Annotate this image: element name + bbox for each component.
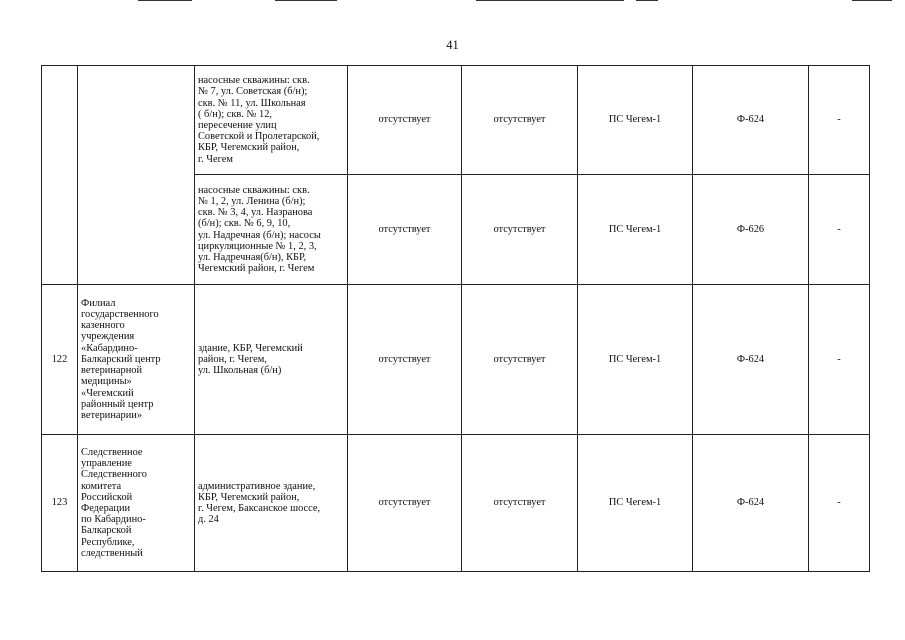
feeder-cell: Ф-624 — [693, 435, 809, 572]
header-rule-5 — [852, 0, 892, 1]
substation-cell: ПС Чегем-1 — [578, 435, 693, 572]
object-address: насосные скважины: скв. № 7, ул. Советская (б/н); скв. № 11, ул. Школьная ( б/н); скв. № 12, пересечение улиц Советской и Пролетарской, КБР, Чегемский район, г. Чегем — [195, 66, 348, 175]
feeder-cell: Ф-624 — [693, 285, 809, 435]
table-row — [42, 66, 870, 175]
substation-cell: ПС Чегем-1 — [578, 66, 693, 175]
row-number: 122 — [42, 285, 78, 435]
page-number: 41 — [446, 38, 459, 52]
dash-cell: - — [809, 435, 870, 572]
status-cell: отсутствует — [348, 175, 462, 285]
substation-cell: ПС Чегем-1 — [578, 175, 693, 285]
header-rule-4 — [636, 0, 658, 1]
dash-cell: - — [809, 66, 870, 175]
header-rule-3 — [476, 0, 624, 1]
header-rule-1 — [138, 0, 192, 1]
dash-cell: - — [809, 175, 870, 285]
object-address: насосные скважины: скв. № 1, 2, ул. Ленина (б/н); скв. № 3, 4, ул. Назранова (б/н); скв. № 6, 9, 10, ул. Надречная (б/н); насосы циркуляционные № 1, 2, 3, ул. Надречная(б/н), КБР, Чегемский район, г. Чегем — [195, 175, 348, 285]
object-address: административное здание, КБР, Чегемский район, г. Чегем, Баксанское шоссе, д. 24 — [195, 435, 348, 572]
table-row — [42, 435, 870, 572]
consumers-table — [41, 65, 870, 572]
row-number — [42, 66, 78, 285]
dash-cell: - — [809, 285, 870, 435]
row-number: 123 — [42, 435, 78, 572]
substation-cell: ПС Чегем-1 — [578, 285, 693, 435]
organization-name: Следственное управление Следственного комитета Российской Федерации по Кабардино- Балкарской Республике, следственный — [78, 435, 195, 572]
table-row — [42, 285, 870, 435]
status-cell: отсутствует — [462, 175, 578, 285]
status-cell: отсутствует — [348, 66, 462, 175]
organization-name: Филиал государственного казенного учреждения «Кабардино- Балкарский центр ветеринарной медицины» «Чегемский районный центр ветеринарии» — [78, 285, 195, 435]
status-cell: отсутствует — [462, 285, 578, 435]
feeder-cell: Ф-624 — [693, 66, 809, 175]
organization-name — [78, 66, 195, 285]
feeder-cell: Ф-626 — [693, 175, 809, 285]
status-cell: отсутствует — [462, 66, 578, 175]
header-rule-2 — [275, 0, 337, 1]
object-address: здание, КБР, Чегемский район, г. Чегем, ул. Школьная (б/н) — [195, 285, 348, 435]
status-cell: отсутствует — [348, 435, 462, 572]
status-cell: отсутствует — [462, 435, 578, 572]
status-cell: отсутствует — [348, 285, 462, 435]
